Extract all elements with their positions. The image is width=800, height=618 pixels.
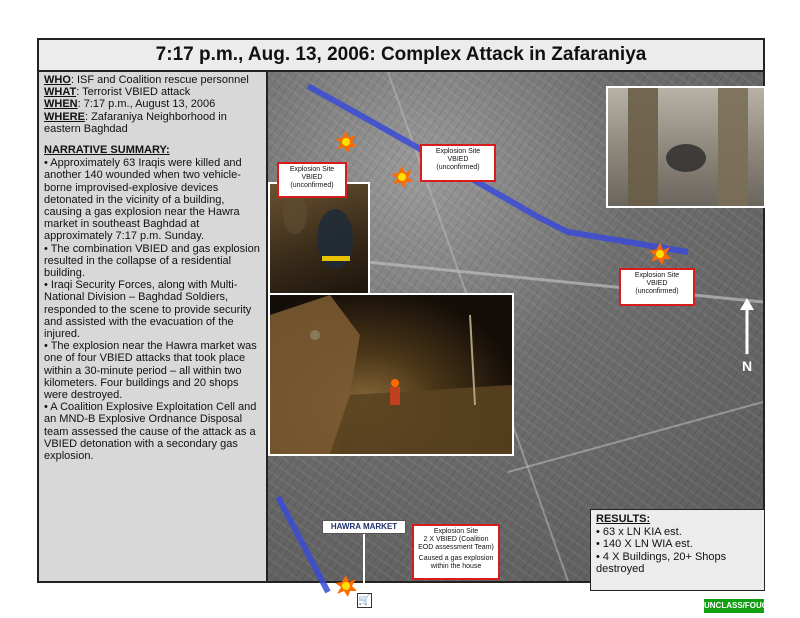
callout-line: (unconfirmed) xyxy=(635,288,679,295)
who-text: : ISF and Coalition rescue personnel xyxy=(70,74,249,86)
explosion-site-callout xyxy=(412,524,500,580)
photo-collapsed-building xyxy=(268,293,514,456)
callout-line: Explosion Site xyxy=(289,166,335,173)
callout-line: Explosion Site xyxy=(433,528,479,535)
what-line xyxy=(44,86,262,98)
callout-line: Explosion Site xyxy=(634,272,680,279)
when-line xyxy=(44,98,262,110)
route-line xyxy=(278,497,328,592)
slide-title: 7:17 p.m., Aug. 13, 2006: Complex Attack in Zafaraniya xyxy=(39,40,763,72)
callout-line: Caused a gas explosion within the house xyxy=(418,555,494,570)
results-item: • 63 x LN KIA est. xyxy=(596,525,682,538)
narrative-bullet: • The explosion near the Hawra market was one of four VBIED attacks that took place within a 30-minute period – all within two kilometers. Four buildings and 20 shops were destroyed. xyxy=(44,340,257,402)
explosion-icon xyxy=(335,575,357,597)
narrative-bullet: • A Coalition Explosive Exploitation Cell and an MND-B Explosive Ordnance Disposal team assessed the cause of the attack as a VBIED detonation with a secondary gas explosion. xyxy=(44,401,257,463)
explosion-site-callout xyxy=(619,268,695,306)
narrative-heading: NARRATIVE SUMMARY: xyxy=(44,144,170,157)
classification-badge: UNCLASS/FOUO xyxy=(704,599,764,613)
what-text: : Terrorist VBIED attack xyxy=(76,86,191,99)
callout-line: VBIED xyxy=(646,280,668,287)
who-line xyxy=(44,74,262,86)
north-label: N xyxy=(741,358,753,374)
map-road xyxy=(508,402,763,472)
callout-line: VBIED xyxy=(447,156,469,163)
when-text: : 7:17 p.m., August 13, 2006 xyxy=(77,98,216,111)
explosion-icon xyxy=(391,166,413,188)
photo-soldiers xyxy=(606,86,766,208)
where-text: : Zafaraniya Neighborhood in eastern Baghdad xyxy=(44,110,227,135)
narrative-bullet: • The combination VBIED and gas explosion resulted in the collapse of a residential building. xyxy=(44,242,260,280)
hawra-market-label: HAWRA MARKET xyxy=(322,520,406,534)
callout-line: 2 X VBIED (Coalition EOD assessment Team) xyxy=(418,536,494,551)
shopping-cart-icon: 🛒 xyxy=(358,595,371,606)
callout-line: (unconfirmed) xyxy=(436,164,480,171)
what-label: WHAT xyxy=(44,86,77,99)
summary-panel xyxy=(39,72,268,581)
where-line xyxy=(44,111,262,135)
narrative-bullet: • Approximately 63 Iraqis were killed and another 140 wounded when two vehicle-borne improvised-explosive devices detonated in the vicinity of a building, causing a gas explosion near the Hawra market in southeast Baghdad at approximately 7:17 p.m. Sunday. xyxy=(44,157,242,243)
market-pointer-head xyxy=(359,586,369,593)
explosion-site-callout xyxy=(420,144,496,182)
results-item: • 4 X Buildings, 20+ Shops destroyed xyxy=(596,550,727,575)
callout-line: Explosion Site xyxy=(435,148,481,155)
who-label: WHO xyxy=(44,74,71,86)
results-item: • 140 X LN WIA est. xyxy=(596,538,693,550)
explosion-site-callout xyxy=(277,162,347,198)
satellite-map xyxy=(268,72,768,610)
when-label: WHEN xyxy=(44,98,78,111)
callout-line: (unconfirmed) xyxy=(290,182,334,189)
explosion-icon xyxy=(335,131,357,153)
photo-rescue-workers xyxy=(268,182,370,296)
callout-line: VBIED xyxy=(301,174,323,181)
where-label: WHERE xyxy=(44,110,85,123)
results-box xyxy=(590,509,765,591)
results-heading: RESULTS: xyxy=(596,513,651,525)
narrative-bullet: • Iraqi Security Forces, along with Multi-National Division – Baghdad Soldiers, responded to the scene to provide security and assisted with the evacuation of the injured. xyxy=(44,279,252,341)
briefing-slide xyxy=(37,38,768,610)
